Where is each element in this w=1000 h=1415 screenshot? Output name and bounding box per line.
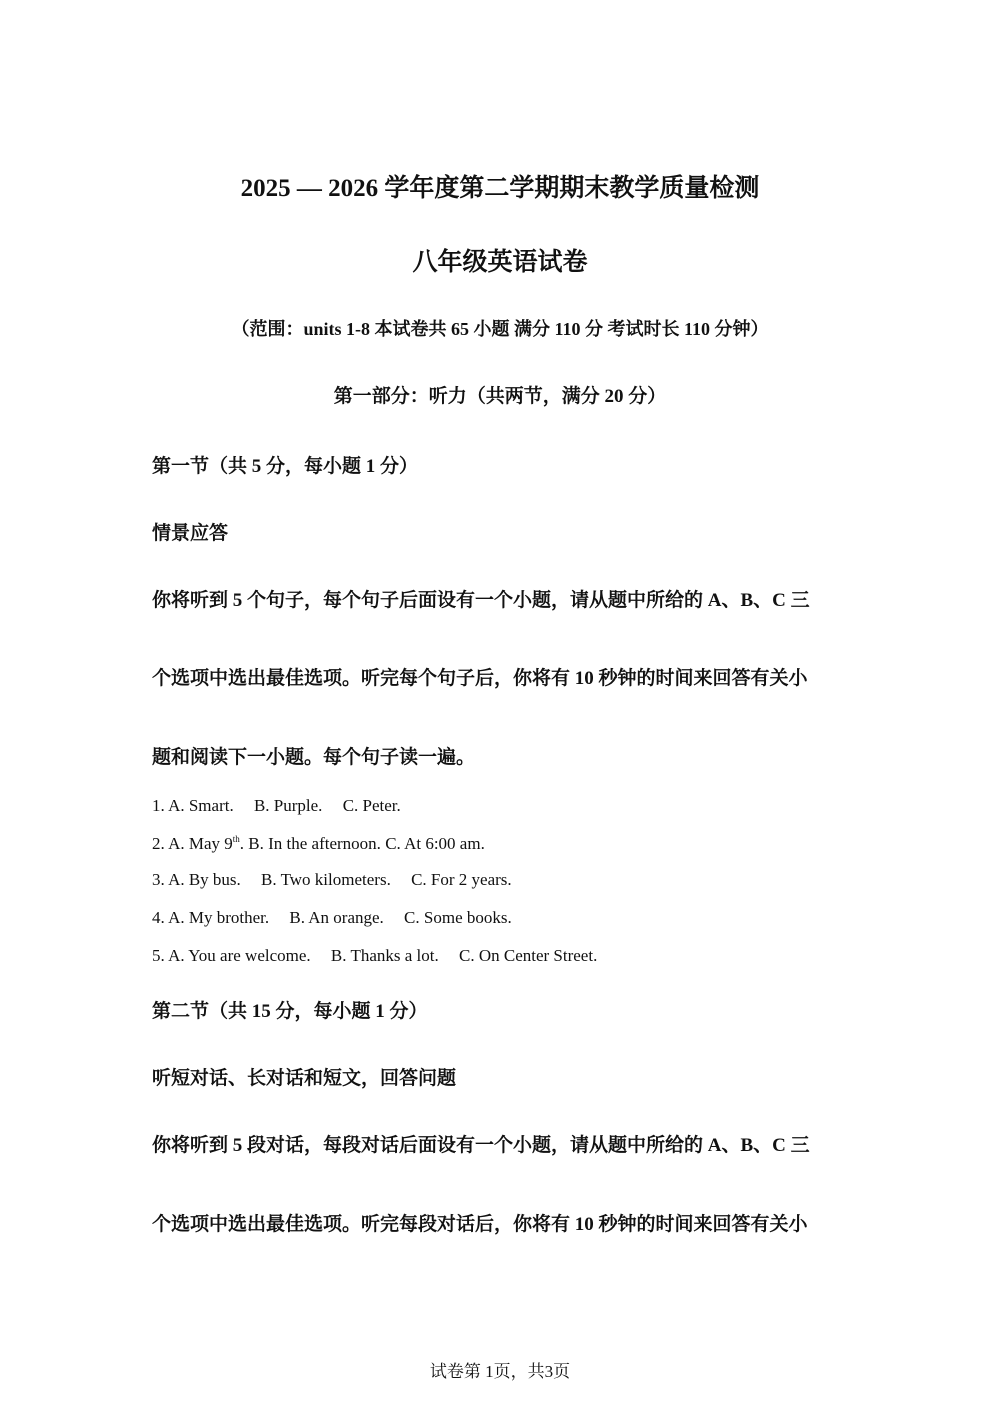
- section2-heading: 第二节（共 15 分，每小题 1 分）: [152, 1001, 428, 1022]
- section2-instruction-line: 你将听到 5 段对话，每段对话后面设有一个小题，请从题中所给的 A、B、C 三: [152, 1135, 810, 1156]
- option-b: B. Thanks a lot.: [330, 946, 439, 965]
- section2-instruction-line: 个选项中选出最佳选项。听完每段对话后，你将有 10 秒钟的时间来回答有关小: [152, 1214, 808, 1235]
- option-c: C. On Center Street.: [458, 946, 598, 965]
- option-c: C. Peter.: [342, 796, 401, 815]
- option-a: A. My brother.: [168, 908, 270, 927]
- question-4: [152, 908, 512, 928]
- option-b: B. Purple.: [253, 796, 323, 815]
- option-a: A. By bus.: [168, 870, 241, 889]
- question-3: [152, 870, 512, 890]
- option-c: C. For 2 years.: [411, 870, 512, 889]
- question-5: [152, 946, 597, 966]
- option-c: C. Some books.: [404, 908, 512, 927]
- page-footer: 试卷第 1页，共3页: [429, 1362, 571, 1381]
- question-number: 4.: [152, 908, 165, 927]
- section2-type: 听短对话、长对话和短文，回答问题: [152, 1068, 457, 1089]
- option-a: A. May 9th.: [168, 834, 245, 853]
- section1-instruction-line: 题和阅读下一小题。每个句子读一遍。: [152, 747, 476, 768]
- exam-scope: （范围：units 1-8 本试卷共 65 小题 满分 110 分 考试时长 110 分钟）: [231, 319, 769, 339]
- section1-instruction-line: 个选项中选出最佳选项。听完每个句子后，你将有 10 秒钟的时间来回答有关小: [152, 668, 808, 689]
- option-c: C. At 6:00 am.: [385, 834, 485, 853]
- question-number: 3.: [152, 870, 165, 889]
- question-2: [152, 834, 485, 854]
- option-b: B. Two kilometers.: [261, 870, 391, 889]
- option-b: B. An orange.: [289, 908, 384, 927]
- question-number: 5.: [152, 946, 165, 965]
- question-number: 2.: [152, 834, 165, 853]
- question-number: 1.: [152, 796, 165, 815]
- section1-instruction-line: 你将听到 5 个句子，每个句子后面设有一个小题，请从题中所给的 A、B、C 三: [152, 590, 810, 611]
- exam-title: 2025 — 2026 学年度第二学期期末教学质量检测: [240, 175, 760, 202]
- question-1: [152, 796, 401, 816]
- option-b: B. In the afternoon.: [248, 834, 381, 853]
- option-a: A. You are welcome.: [168, 946, 311, 965]
- section1-type: 情景应答: [152, 523, 229, 544]
- option-a: A. Smart.: [168, 796, 234, 815]
- exam-subtitle: 八年级英语试卷: [412, 249, 588, 276]
- section1-heading: 第一节（共 5 分，每小题 1 分）: [152, 456, 419, 477]
- part1-heading: 第一部分：听力（共两节，满分 20 分）: [333, 386, 667, 407]
